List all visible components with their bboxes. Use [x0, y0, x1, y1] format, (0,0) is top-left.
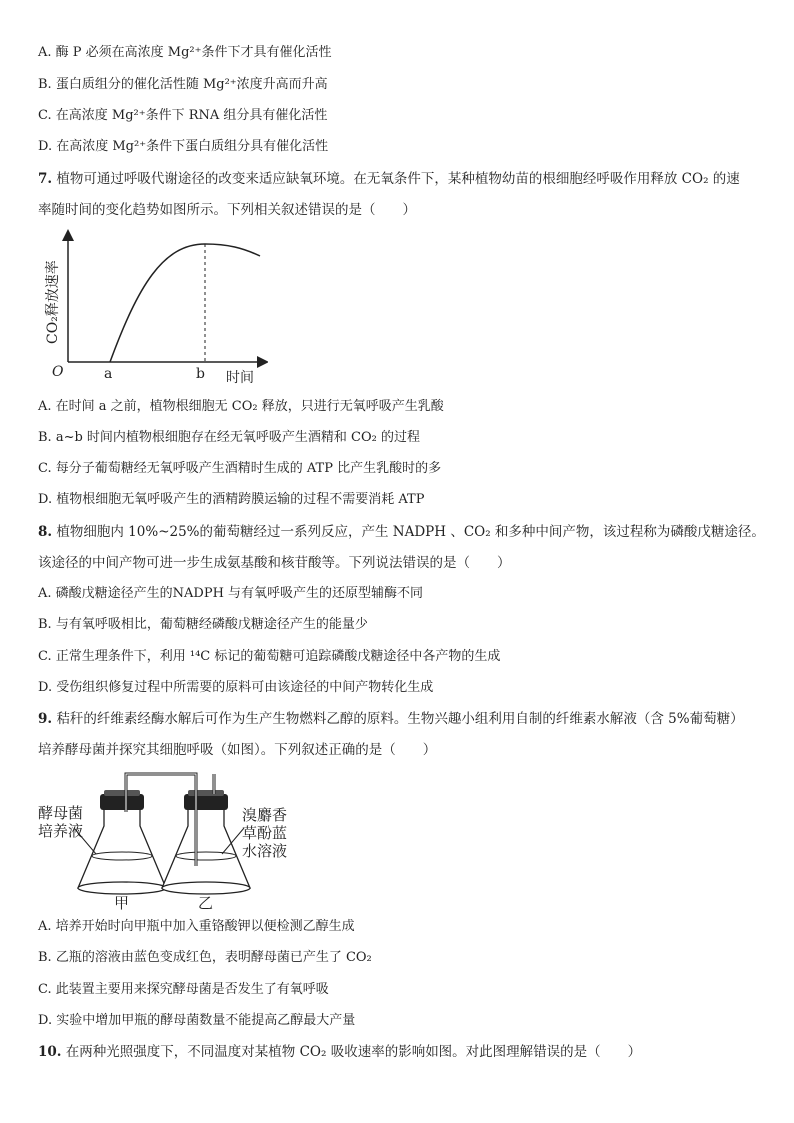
flask-jia-stopper: [100, 794, 144, 810]
q7-figure: [38, 226, 268, 390]
q7-option-c: C. 每分子葡萄糖经无氧呼吸产生酒精时生成的 ATP 比产生乳酸时的多: [38, 461, 442, 476]
flask-yi-label: 乙: [198, 894, 214, 910]
q9-option-d: D. 实验中增加甲瓶的酵母菌数量不能提高乙醇最大产量: [38, 1013, 356, 1028]
flask-yi-bottom: [162, 882, 250, 894]
q7-stem-line2: 率随时间的变化趋势如图所示。下列相关叙述错误的是（ ）: [38, 202, 416, 218]
q8-stem-line2: 该途径的中间产物可进一步生成氨基酸和核苷酸等。下列说法错误的是（ ）: [38, 555, 511, 571]
q7-stem-line1: [38, 170, 740, 188]
q8-option-c: C. 正常生理条件下，利用 ¹⁴C 标记的葡萄糖可追踪磷酸戊糖途径中各产物的生成: [38, 649, 501, 664]
flask-yi-body: [162, 808, 250, 888]
q7-number: 7.: [38, 171, 53, 187]
q7-point-b-label: b: [196, 366, 205, 382]
q7-option-a: A. 在时间 a 之前，植物根细胞无 CO₂ 释放，只进行无氧呼吸产生乳酸: [38, 399, 444, 414]
q6-option-b: B. 蛋白质组分的催化活性随 Mg²⁺浓度升高而升高: [38, 77, 328, 92]
q9-option-c: C. 此装置主要用来探究酵母菌是否发生了有氧呼吸: [38, 982, 329, 997]
flask-yi-stopper: [184, 794, 228, 810]
left-label-line2: 培养液: [38, 822, 84, 840]
q9-stem-line1: [38, 710, 744, 728]
flask-jia-label: 甲: [114, 894, 130, 910]
q10-stem-text-1: 在两种光照强度下，不同温度对某植物 CO₂ 吸收速率的影响如图。对此图理解错误的是（ ）: [65, 1044, 642, 1060]
right-label-line2: 草酚蓝: [242, 824, 288, 842]
q9-stem-text-1: 秸秆的纤维素经酶水解后可作为生产生物燃料乙醇的原料。生物兴趣小组利用自制的纤维素水解液（含 5%葡萄糖）: [56, 711, 744, 727]
right-label-line1: 溴麝香: [242, 806, 288, 824]
q9-option-a: A. 培养开始时向甲瓶中加入重铬酸钾以便检测乙醇生成: [38, 919, 355, 934]
q7-option-d: D. 植物根细胞无氧呼吸产生的酒精跨膜运输的过程不需要消耗 ATP: [38, 492, 425, 507]
q6-option-c: C. 在高浓度 Mg²⁺条件下 RNA 组分具有催化活性: [38, 108, 328, 123]
q8-option-b: B. 与有氧呼吸相比，葡萄糖经磷酸戊糖途径产生的能量少: [38, 617, 368, 632]
q8-stem-line1: [38, 523, 765, 541]
q7-origin-label: O: [52, 364, 64, 380]
left-label-line1: 酵母菌: [38, 804, 84, 822]
q9-number: 9.: [38, 711, 53, 727]
q10-number: 10.: [38, 1044, 62, 1060]
q7-option-b: B. a~b 时间内植物根细胞存在经无氧呼吸产生酒精和 CO₂ 的过程: [38, 430, 420, 445]
q8-stem-text-1: 植物细胞内 10%~25%的葡萄糖经过一系列反应，产生 NADPH 、CO₂ 和多种中间产物，该过程称为磷酸戊糖途径。: [56, 524, 765, 540]
q9-option-b: B. 乙瓶的溶液由蓝色变成红色，表明酵母菌已产生了 CO₂: [38, 950, 372, 965]
right-label-line3: 水溶液: [242, 842, 288, 860]
q7-point-a-label: a: [104, 366, 113, 382]
flask-jia-stopper-top: [104, 790, 140, 796]
q8-number: 8.: [38, 524, 53, 540]
q7-stem-text-1: 植物可通过呼吸代谢途径的改变来适应缺氧环境。在无氧条件下，某种植物幼苗的根细胞经呼吸作用释放 CO₂ 的速: [56, 171, 740, 187]
q7-y-label: CO₂释放速率: [45, 260, 61, 344]
q6-option-a: A. 酶 P 必须在高浓度 Mg²⁺条件下才具有催化活性: [38, 45, 332, 60]
q8-option-d: D. 受伤组织修复过程中所需要的原料可由该途径的中间产物转化生成: [38, 680, 434, 695]
flask-yi-stopper-top: [188, 790, 224, 796]
q9-apparatus-figure: [38, 770, 308, 910]
q7-x-label: 时间: [226, 370, 254, 386]
q9-stem-line2: 培养酵母菌并探究其细胞呼吸（如图）。下列叙述正确的是（ ）: [38, 742, 437, 758]
q6-option-d: D. 在高浓度 Mg²⁺条件下蛋白质组分具有催化活性: [38, 139, 329, 154]
q7-rate-curve: [110, 244, 260, 362]
flask-jia-bottom: [78, 882, 166, 894]
q8-option-a: A. 磷酸戊糖途径产生的NADPH 与有氧呼吸产生的还原型辅酶不同: [38, 586, 424, 601]
q10-stem-line1: [38, 1043, 641, 1061]
